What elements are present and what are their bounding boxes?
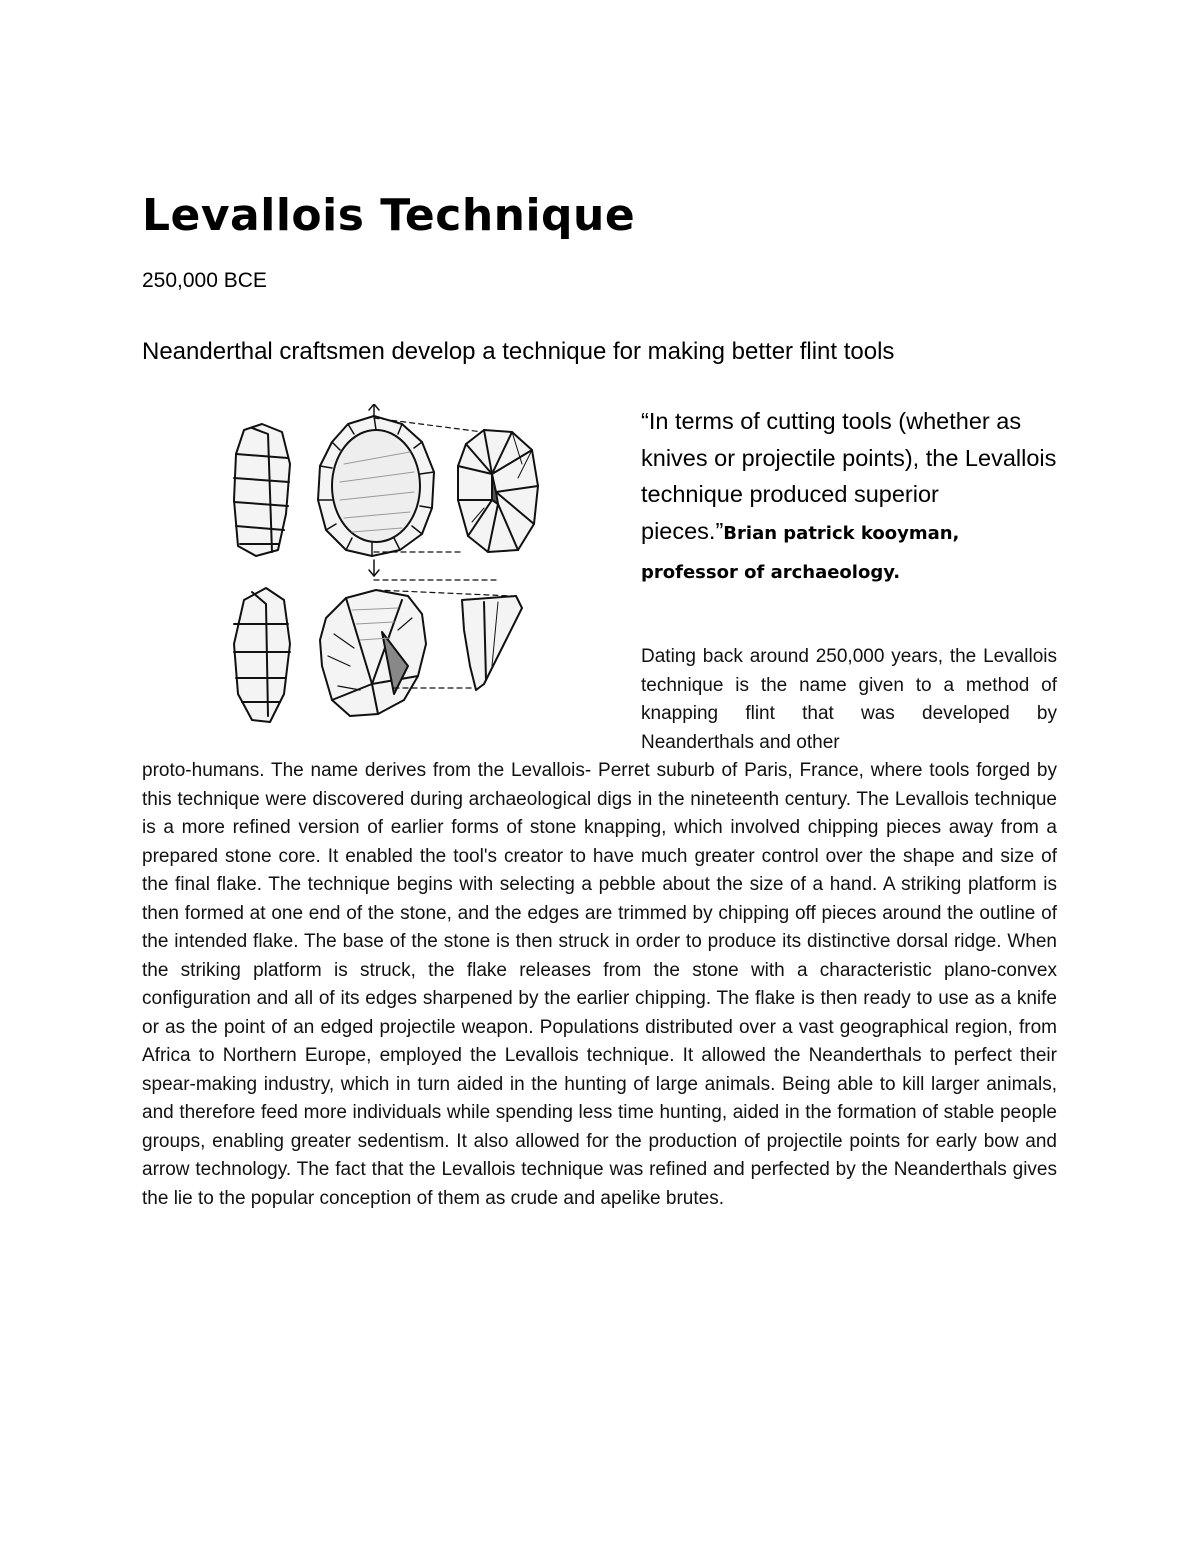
flint-tools-illustration (222, 404, 542, 734)
pull-quote (641, 403, 1061, 592)
flake-top-view (320, 590, 426, 716)
core-side-view-top (234, 424, 290, 556)
core-top-view (318, 404, 434, 576)
subtitle: Neanderthal craftsmen develop a technique for making better flint tools (142, 338, 895, 365)
date-label: 250,000 BCE (142, 269, 267, 292)
levallois-flint-core-illustration (222, 404, 542, 734)
quote-attribution: Brian patrick kooyman, professor of archaeology. (641, 522, 960, 583)
core-scar-pattern (458, 430, 538, 552)
quote-text: “In terms of cutting tools (whether as knives or projectile points), the Levallois technique produced superior pieces.” (641, 408, 1057, 544)
flake-profile (462, 596, 522, 690)
page-title: Levallois Technique (142, 190, 636, 241)
flake-side-view (234, 588, 290, 722)
body-paragraph-intro: Dating back around 250,000 years, the Levallois technique is the name given to a method of knapping flint that was developed by Neanderthals and other (641, 646, 1057, 753)
body-paragraph-main: proto-humans. The name derives from the Levallois- Perret suburb of Paris, France, where tools forged by this technique were discovered during archaeological digs in the nineteenth century. The Levallois technique is a more refined version of earlier forms of stone knapping, which involved chipping pieces away from a prepared stone core. It enabled the tool's creator to have much greater control over the shape and size of the final flake. The technique begins with selecting a pebble about the size of a hand. A striking platform is then formed at one end of the stone, and the edges are trimmed by chipping off pieces around the outline of the intended flake. The base of the stone is then struck in order to produce its distinctive dorsal ridge. When the striking platform is struck, the flake releases from the stone with a characteristic plano-convex configuration and all of its edges sharpened by the earlier chipping. The flake is then ready to use as a knife or as the point of an edged projectile weapon. Populations distributed over a vast geographical region, from Africa to Northern Europe, employed the Levallois technique. It allowed the Neanderthals to perfect their spear-making industry, which in turn aided in the hunting of large animals. Being able to kill larger animals, and therefore feed more individuals while spending less time hunting, aided in the formation of stable people groups, enabling greater sedentism. It also allowed for the production of projectile points for early bow and arrow technology. The fact that the Levallois technique was refined and perfected by the Neanderthals gives the lie to the popular conception of them as crude and apelike brutes. (142, 760, 1057, 1209)
